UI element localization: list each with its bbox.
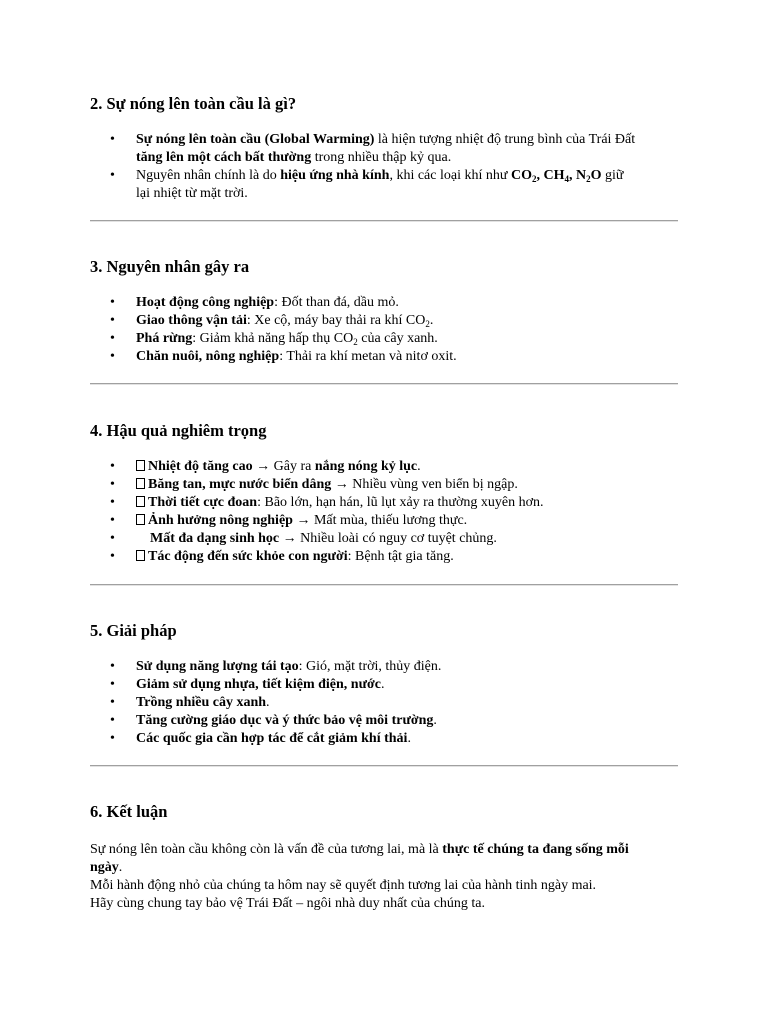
- list-item: • Tác động đến sức khỏe con người: Bệnh tật gia tăng.: [90, 548, 680, 566]
- section-5-title: 5. Giải pháp: [90, 621, 177, 640]
- list-item: • Giao thông vận tải: Xe cộ, máy bay thải ra khí $CO_2$.: [90, 312, 680, 330]
- missing-glyph-icon: [136, 514, 145, 525]
- list-item: • Phá rừng: Giảm khả năng hấp thụ $CO_2$ của cây xanh.: [90, 330, 680, 348]
- section-6-title: 6. Kết luận: [90, 802, 168, 821]
- list-item: • Sự nóng lên toàn cầu (Global Warming) là hiện tượng nhiệt độ trung bình của Trái Đất tăng lên một cách bất thường trong nhiều thập kỷ qua.: [90, 131, 680, 167]
- section-4: [90, 421, 680, 566]
- section-5-list: [90, 658, 680, 748]
- divider: [90, 383, 678, 385]
- divider: [90, 765, 678, 767]
- missing-glyph-icon: [136, 496, 145, 507]
- section-4-title: 4. Hậu quả nghiêm trọng: [90, 421, 267, 440]
- divider: [90, 584, 678, 586]
- list-item: • Ảnh hưởng nông nghiệp → Mất mùa, thiếu lương thực.: [90, 512, 680, 530]
- list-item: • Nguyên nhân chính là do hiệu ứng nhà kính, khi các loại khí như $CO_2$, $CH_4$, $N_2O$ giữ lại nhiệt từ mặt trời.: [90, 167, 680, 203]
- section-4-list: [90, 458, 680, 566]
- list-item: • Thời tiết cực đoan: Bão lớn, hạn hán, lũ lụt xảy ra thường xuyên hơn.: [90, 494, 680, 512]
- section-2-title: 2. Sự nóng lên toàn cầu là gì?: [90, 94, 297, 113]
- section-2: [90, 94, 680, 203]
- conclusion-body: [90, 841, 680, 913]
- section-6: [90, 802, 680, 913]
- paragraph: Hãy cùng chung tay bảo vệ Trái Đất – ngôi nhà duy nhất của chúng ta.: [90, 896, 486, 911]
- list-item: • Hoạt động công nghiệp: Đốt than đá, dầu mỏ.: [90, 294, 680, 312]
- list-item: • Chăn nuôi, nông nghiệp: Thải ra khí metan và nitơ oxit.: [90, 348, 680, 366]
- section-3: [90, 257, 680, 366]
- paragraph: Sự nóng lên toàn cầu không còn là vấn đề của tương lai, mà là thực tế chúng ta đang sống mỗi ngày.: [90, 842, 629, 875]
- list-item: • Sử dụng năng lượng tái tạo: Gió, mặt trời, thủy điện.: [90, 658, 680, 676]
- list-item: • Các quốc gia cần hợp tác để cắt giảm khí thải.: [90, 730, 680, 748]
- paragraph: Mỗi hành động nhỏ của chúng ta hôm nay sẽ quyết định tương lai của hành tinh ngày mai.: [90, 878, 597, 893]
- list-item: • Giảm sử dụng nhựa, tiết kiệm điện, nước.: [90, 676, 680, 694]
- list-item: • Mất đa dạng sinh học → Nhiều loài có nguy cơ tuyệt chủng.: [90, 530, 680, 548]
- section-5: [90, 621, 680, 748]
- section-2-list: [90, 131, 680, 203]
- missing-glyph-icon: [136, 550, 145, 561]
- divider: [90, 220, 678, 222]
- list-item: • Trồng nhiều cây xanh.: [90, 694, 680, 712]
- section-3-list: [90, 294, 680, 366]
- missing-glyph-icon: [136, 478, 145, 489]
- list-item: • Nhiệt độ tăng cao → Gây ra nắng nóng kỷ lục.: [90, 458, 680, 476]
- missing-glyph-icon: [136, 460, 145, 471]
- list-item: • Tăng cường giáo dục và ý thức bảo vệ môi trường.: [90, 712, 680, 730]
- list-item: • Băng tan, mực nước biển dâng → Nhiều vùng ven biển bị ngập.: [90, 476, 680, 494]
- section-3-title: 3. Nguyên nhân gây ra: [90, 257, 250, 276]
